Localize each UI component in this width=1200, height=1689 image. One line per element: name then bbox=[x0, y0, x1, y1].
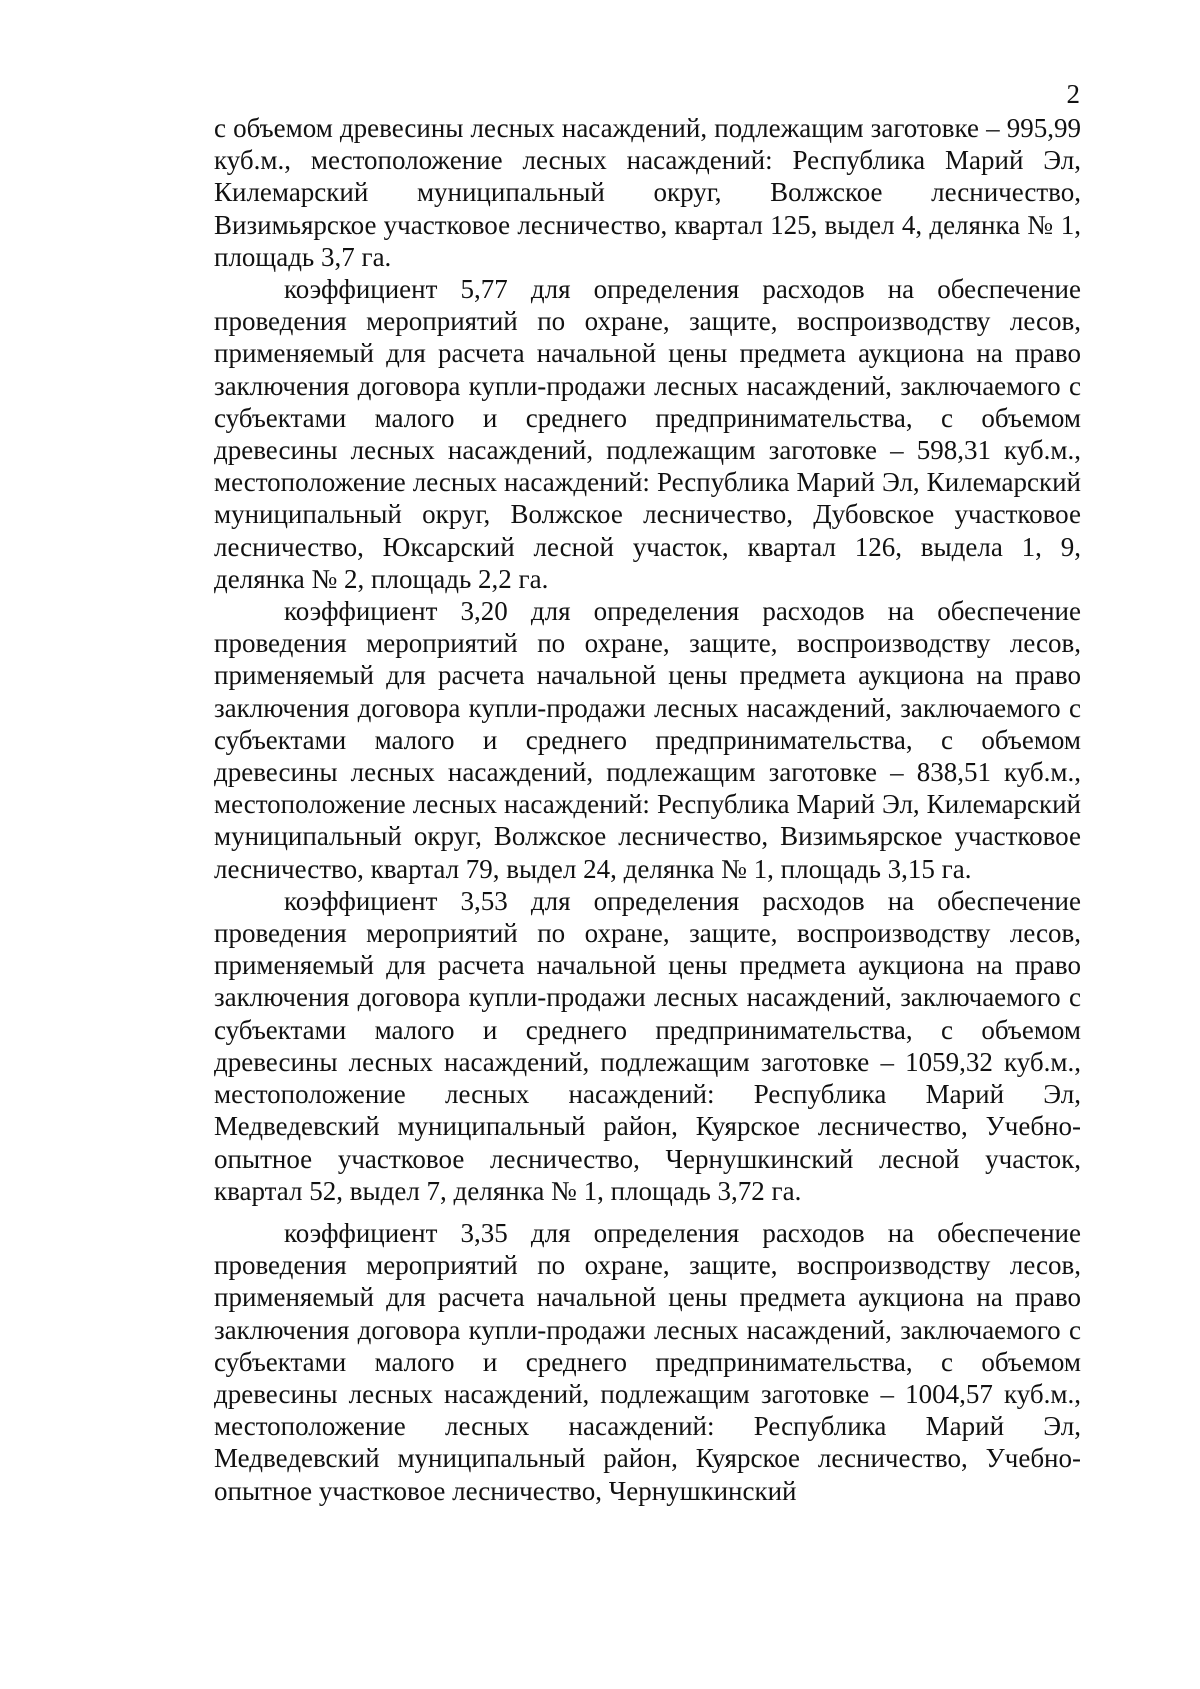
paragraph-4: коэффициент 3,53 для определения расходов на обеспечение проведения мероприятий по охране, защите, воспроизводству лесов, применяемый для расчета начальной цены предмета аукциона на право заключения договора купли-продажи лесных насаждений, заключаемого с субъектами малого и среднего предпринимательства, с объемом древесины лесных насаждений, подлежащим заготовке – 1059,32 куб.м., местоположение лесных насаждений: Республика Марий Эл, Медведевский муниципальный район, Куярское лесничество, Учебно-опытное участковое лесничество, Чернушкинский лесной участок, квартал 52, выдел 7, делянка № 1, площадь 3,72 га. bbox=[214, 885, 1081, 1206]
paragraph-2: коэффициент 5,77 для определения расходов на обеспечение проведения мероприятий по охране, защите, воспроизводству лесов, применяемый для расчета начальной цены предмета аукциона на право заключения договора купли-продажи лесных насаждений, заключаемого с субъектами малого и среднего предпринимательства, с объемом древесины лесных насаждений, подлежащим заготовке – 598,31 куб.м., местоположение лесных насаждений: Республика Марий Эл, Килемарский муниципальный округ, Волжское лесничество, Дубовское участковое лесничество, Юксарский лесной участок, квартал 126, выдела 1, 9, делянка № 2, площадь 2,2 га. bbox=[214, 274, 1081, 594]
paragraph-3: коэффициент 3,20 для определения расходов на обеспечение проведения мероприятий по охране, защите, воспроизводству лесов, применяемый для расчета начальной цены предмета аукциона на право заключения договора купли-продажи лесных насаждений, заключаемого с субъектами малого и среднего предпринимательства, с объемом древесины лесных насаждений, подлежащим заготовке – 838,51 куб.м., местоположение лесных насаждений: Республика Марий Эл, Килемарский муниципальный округ, Волжское лесничество, Визимьярское участковое лесничество, квартал 79, выдел 24, делянка № 1, площадь 3,15 га. bbox=[214, 596, 1081, 884]
document-body bbox=[214, 112, 1081, 1507]
paragraph-5: коэффициент 3,35 для определения расходов на обеспечение проведения мероприятий по охране, защите, воспроизводству лесов, применяемый для расчета начальной цены предмета аукциона на право заключения договора купли-продажи лесных насаждений, заключаемого с субъектами малого и среднего предпринимательства, с объемом древесины лесных насаждений, подлежащим заготовке – 1004,57 куб.м., местоположение лесных насаждений: Республика Марий Эл, Медведевский муниципальный район, Куярское лесничество, Учебно-опытное участковое лесничество, Чернушкинский bbox=[214, 1217, 1081, 1506]
page-number: 2 bbox=[1066, 79, 1080, 109]
paragraph-1: с объемом древесины лесных насаждений, подлежащим заготовке – 995,99 куб.м., местоположение лесных насаждений: Республика Марий Эл, Килемарский муниципальный округ, Волжское лесничество, Визимьярское участковое лесничество, квартал 125, выдел 4, делянка № 1, площадь 3,7 га. bbox=[214, 113, 1081, 272]
